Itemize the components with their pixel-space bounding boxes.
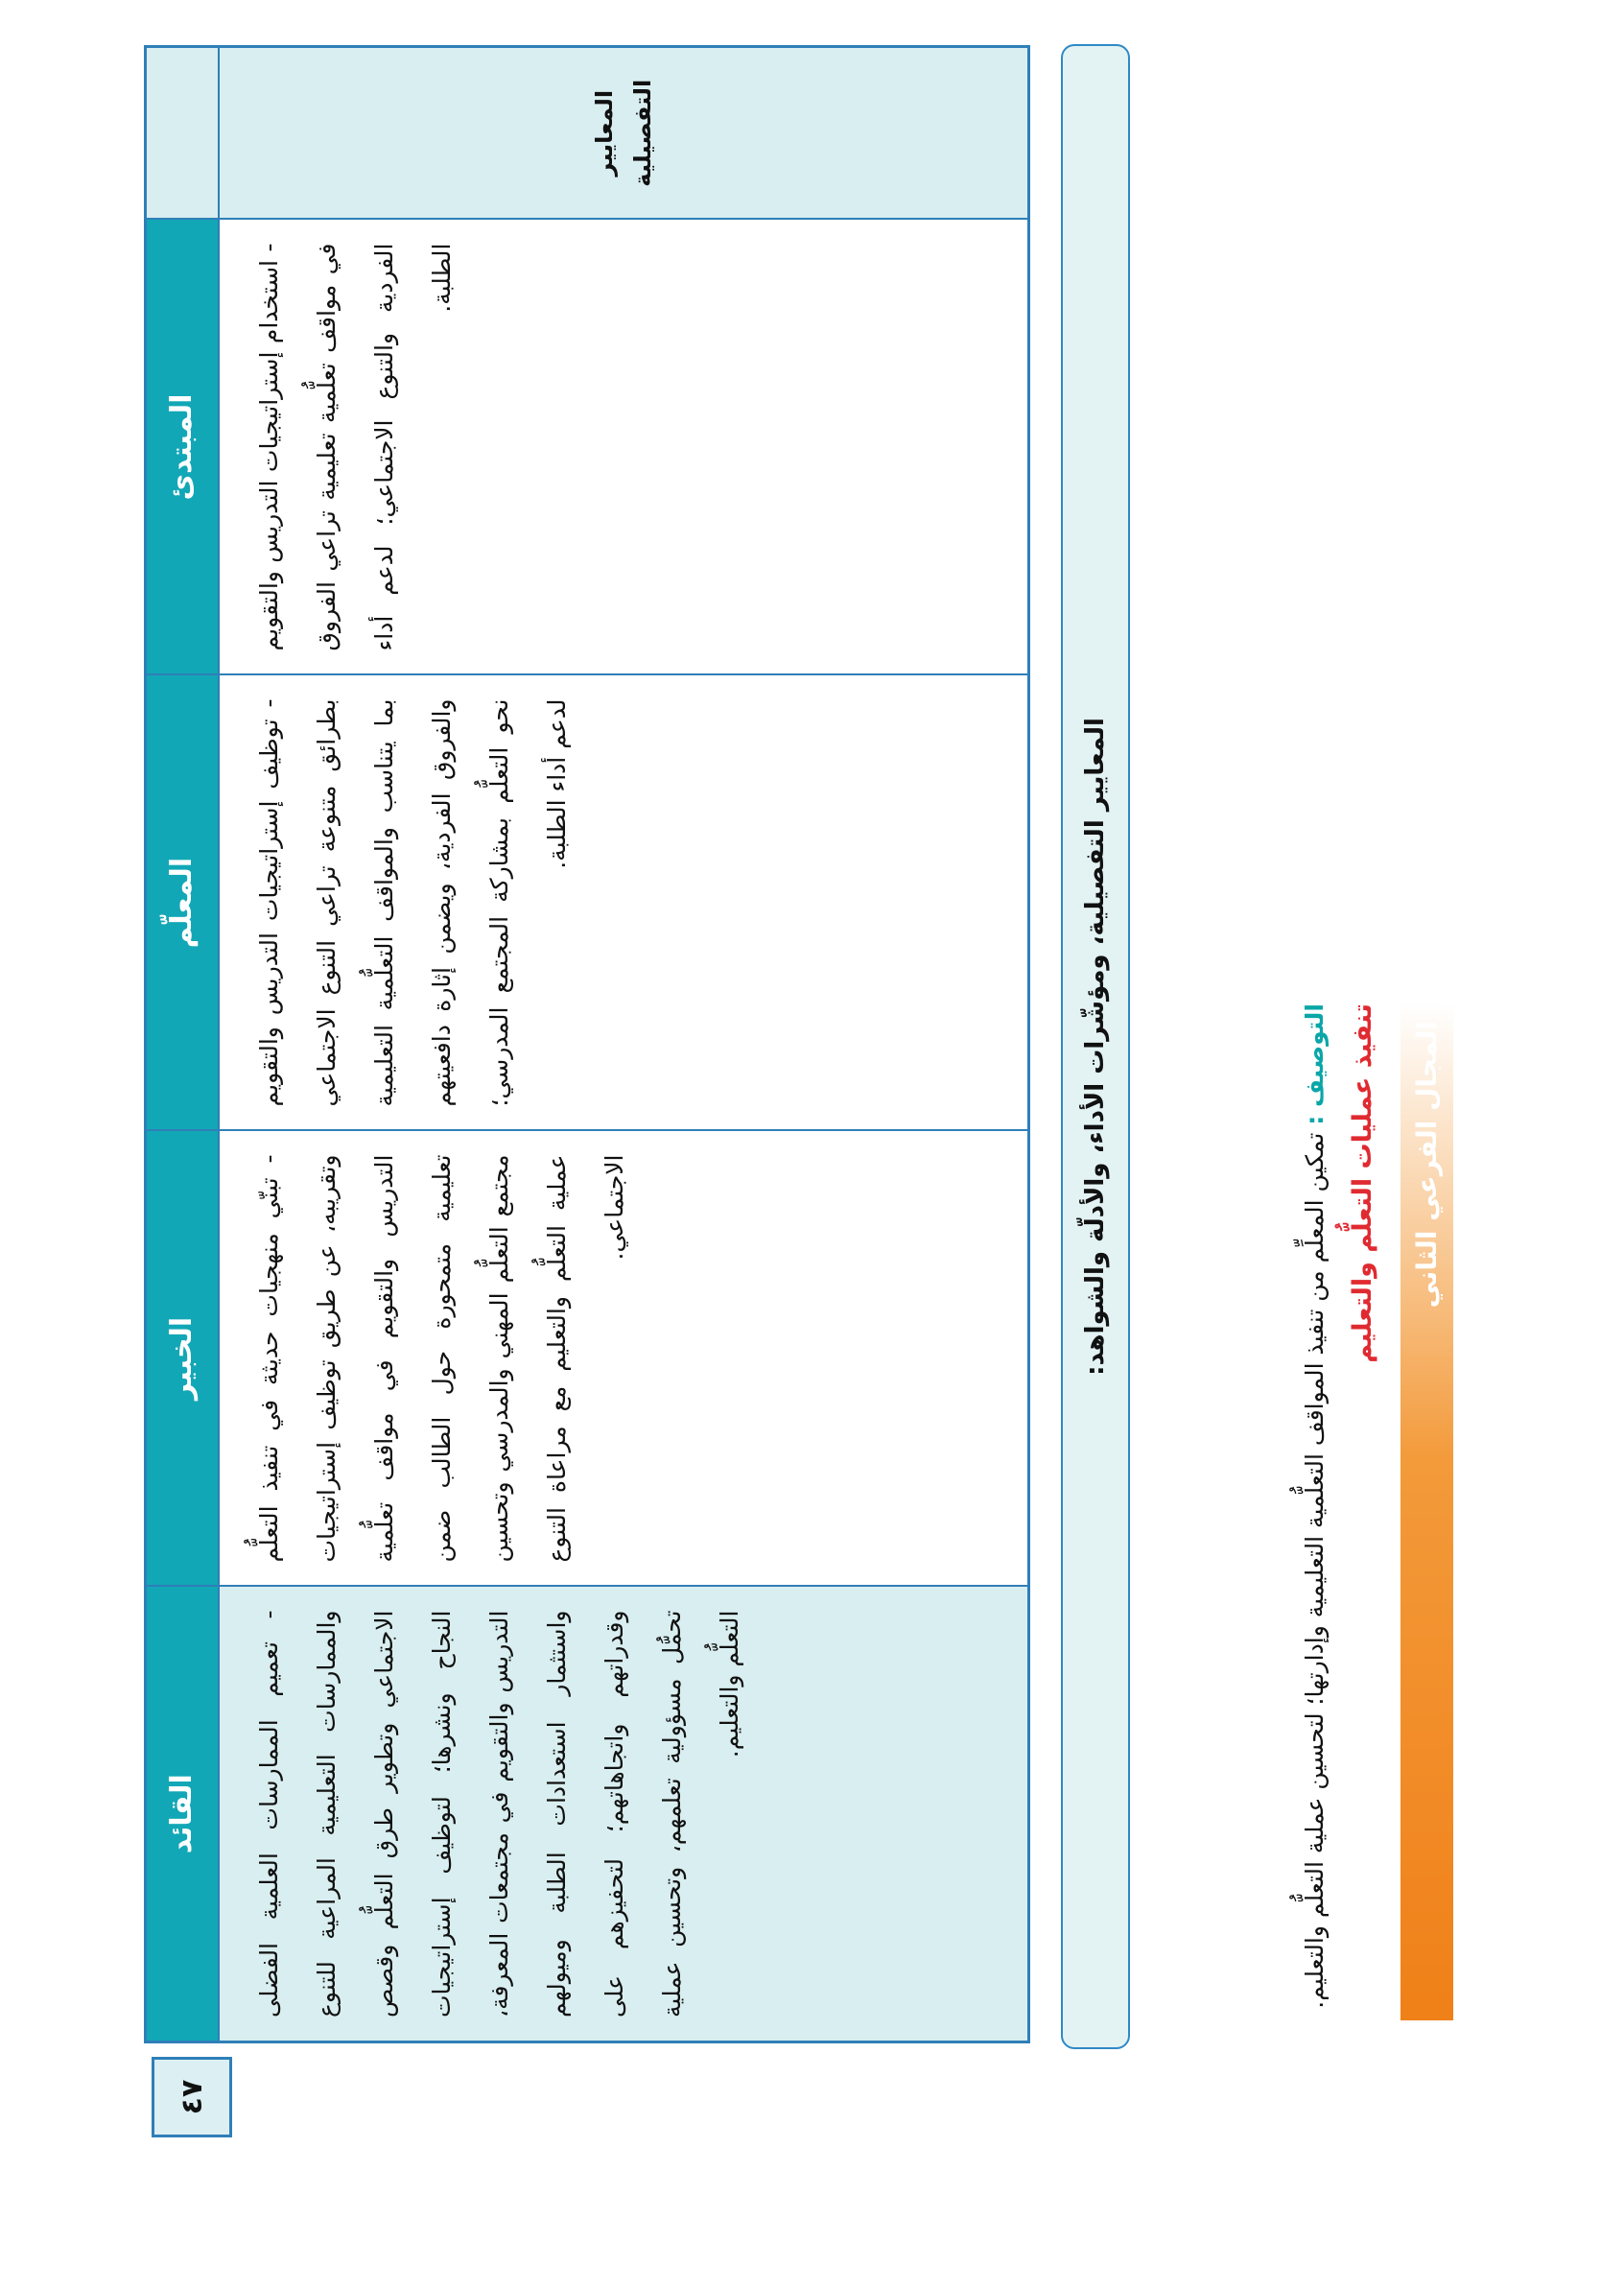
column-header: المعلّم xyxy=(146,675,219,1131)
table-cell: - تبنّي منهجيات حديثة في تنفيذ التعلُّم وتقريبه، عن طريق توظيف إستراتيجيات التدريس والتقويم في مواقف تعلُّمية تعليمية متمحورة حول الطالب ضمن مجتمع التعلُّم المهني والمدرسي وتحسين عملية التعلُّم والتعليم مع مراعاة التنوع الاجتماعي. xyxy=(219,1131,1029,1587)
column-header: الخبير xyxy=(146,1131,219,1587)
table-cell: - توظيف إستراتيجيات التدريس والتقويم بطرائق متنوعة تراعي التنوع الاجتماعي بما يتناسب والمواقف التعلُّمية التعليمية والفروق الفردية، ويضمن إثارة دافعيتهم نحو التعلُّم بمشاركة المجتمع المدرسي؛ لدعم أداء الطلبة. xyxy=(219,675,1029,1131)
page-number: ٤٧ xyxy=(152,2057,232,2137)
table-header-row xyxy=(146,47,219,2042)
description-text: تمكين المعلِّم من تنفيذ المواقف التعلُّمية التعليمية وإدارتها؛ لتحسين عملية التعلُّم والتعليم. xyxy=(1301,1132,1329,2009)
domain-banner xyxy=(1400,1003,1453,2020)
description xyxy=(1301,1003,1329,2212)
column-header: المبتدئ xyxy=(146,220,219,675)
description-label: التوصيف : xyxy=(1301,1003,1329,1125)
section-subtitle: تنفيذ عمليات التعلُّم والتعليم xyxy=(1348,1003,1377,1363)
corner-cell xyxy=(146,47,219,220)
column-header: القائد xyxy=(146,1587,219,2042)
table-cell: - تعميم الممارسات العلمية الفضلى والممارسات التعليمية المراعية للتنوع الاجتماعي وتطوير طرق التعلُّم وقصص النجاح ونشرها؛ لتوظيف إستراتيجيات التدريس والتقويم في مجتمعات المعرفة، واستثمار استعدادات الطلبة وميولهم وقدراتهم واتجاهاتهم؛ لتحفيزهم على تحمُّل مسؤولية تعلمهم، وتحسين عملية التعلُّم والتعليم. xyxy=(219,1587,1029,2042)
standards-table xyxy=(144,45,1030,2043)
standards-bar: المعايير التفصيلية، ومؤشّرات الأداء، والأدلّة والشواهد: xyxy=(1061,44,1130,2049)
row-label: المعايير التفصيلية xyxy=(219,47,1029,220)
domain-title: المجال الفرعي الثاني xyxy=(1411,1021,1443,1309)
table-cell: - استخدام إستراتيجيات التدريس والتقويم في مواقف تعلُّمية تعليمية تراعي الفروق الفردية والتنوع الاجتماعي؛ لدعم أداء الطلبة. xyxy=(219,220,1029,675)
table-row xyxy=(219,47,1029,2042)
